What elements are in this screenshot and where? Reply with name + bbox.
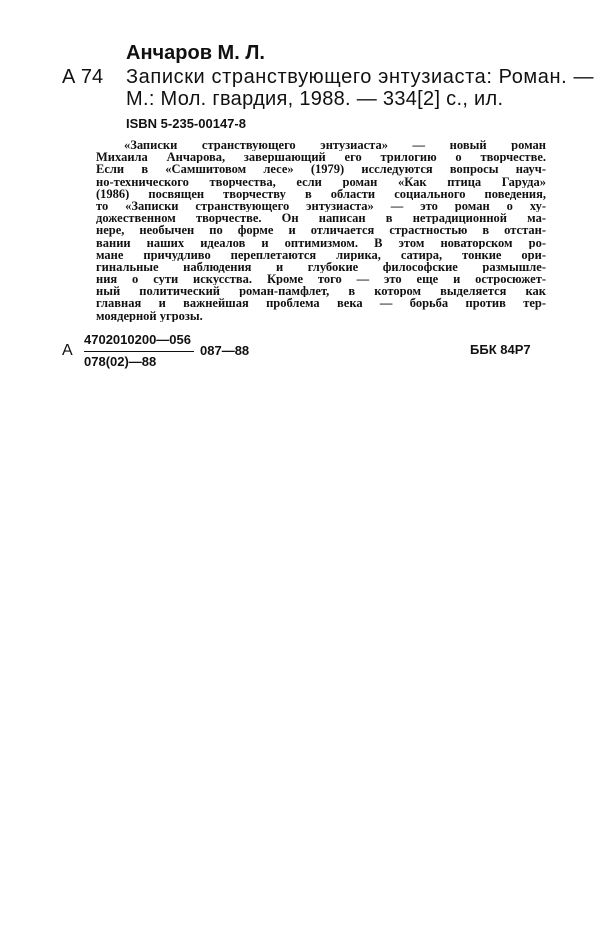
annotation-line: мане причудливо переплетаются лирика, сатира, тонкие ори- <box>96 248 546 261</box>
title-line-2: М.: Мол. гвардия, 1988. — 334[2] с., ил. <box>126 88 504 110</box>
annotation <box>96 139 546 322</box>
isbn: ISBN 5-235-00147-8 <box>126 116 246 131</box>
annotation-line: дожественном творчестве. Он написан в нетрадиционной ма- <box>96 212 546 225</box>
bbk-code: ББК 84Р7 <box>470 342 531 357</box>
annotation-line: вании наших идеалов и оптимизмом. В этом новаторском ро- <box>96 236 546 249</box>
annotation-line: «Записки странствующего энтузиаста» — новый роман <box>124 139 546 152</box>
classification-middle: 087—88 <box>200 343 250 358</box>
title-line-1: Записки странствующего энтузиаста: Роман. — <box>126 66 595 88</box>
annotation-line: Если в «Самшитовом лесе» (1979) исследуются вопросы науч- <box>96 163 546 176</box>
annotation-line: моядерной угрозы. <box>96 309 203 322</box>
annotation-line: (1986) посвящен творчеству в области социального поведения, <box>96 187 546 200</box>
annotation-line: ния о сути искусства. Кроме того — это еще и остросюжет- <box>96 273 546 286</box>
classification-letter: А <box>62 342 73 359</box>
fraction-bar <box>84 351 194 352</box>
classification-numerator: 4702010200—056 <box>84 332 191 347</box>
annotation-line: то «Записки странствующего энтузиаста» — это роман о ху- <box>96 199 546 213</box>
annotation-line: нере, необычен по форме и отличается страстностью в отстан- <box>96 224 546 237</box>
author-name: Анчаров М. Л. <box>126 42 265 64</box>
annotation-line: главная и важнейшая проблема века — борьба против тер- <box>96 297 546 310</box>
catalog-code: А 74 <box>62 66 104 88</box>
annotation-line: но-технического творчества, если роман «Как птица Гаруда» <box>96 175 546 188</box>
annotation-line: гинальные наблюдения и глубокие философские размышле- <box>96 260 546 274</box>
annotation-line: Михаила Анчарова, завершающий его трилогию о творчестве. <box>96 151 546 164</box>
classification-denominator: 078(02)—88 <box>84 354 157 369</box>
annotation-line: ный политический роман-памфлет, в котором выделяется как <box>96 285 546 298</box>
